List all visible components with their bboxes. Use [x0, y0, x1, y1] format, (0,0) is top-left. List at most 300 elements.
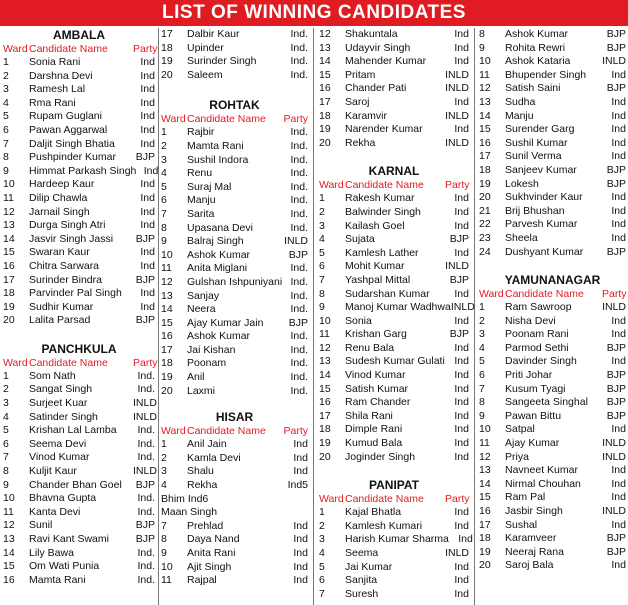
table-row — [161, 344, 308, 358]
table-row — [479, 491, 626, 505]
party-cell: Ind — [454, 246, 469, 259]
candidate-cell: Ravi Kant Swami — [29, 533, 109, 545]
ward-cell: 3 — [3, 397, 9, 410]
table-row — [161, 276, 308, 290]
table-row — [319, 410, 469, 424]
table-row — [161, 303, 308, 317]
ward-cell: 12 — [479, 450, 491, 463]
party-cell: Ind. — [290, 126, 308, 139]
ward-cell: 16 — [319, 82, 331, 95]
candidate-cell: Harish Kumar Sharma — [345, 533, 449, 546]
section-ambala — [3, 28, 159, 328]
header-party: Party — [283, 425, 308, 438]
table-row — [479, 150, 626, 164]
ward-cell: 11 — [3, 505, 14, 518]
ward-cell: 12 — [479, 82, 491, 95]
ward-cell: 24 — [479, 245, 491, 258]
party-cell: Ind — [611, 491, 626, 504]
candidate-cell: Sheela — [505, 231, 538, 244]
party-cell: Ind — [454, 123, 469, 136]
party-cell: Ind — [140, 69, 155, 82]
ward-cell: 15 — [3, 246, 15, 259]
table-row — [319, 383, 469, 397]
ward-cell: 1 — [3, 56, 9, 68]
ward-cell: 16 — [3, 259, 15, 272]
table-row — [319, 274, 469, 288]
section-karnal — [319, 164, 475, 464]
party-cell: Ind — [611, 150, 626, 163]
table-row — [479, 546, 626, 560]
ward-cell: 18 — [319, 423, 331, 436]
ward-cell: 10 — [479, 423, 491, 436]
table-row — [161, 181, 308, 195]
candidate-cell: Ashok Kataria — [505, 55, 571, 68]
party-cell: INLD — [602, 301, 626, 314]
candidate-cell: Kanta Devi — [29, 505, 81, 518]
candidate-cell: Navneet Kumar — [505, 464, 578, 477]
party-cell: Ind — [454, 192, 469, 205]
candidate-cell: Renu — [187, 167, 213, 180]
candidate-cell: Satish Kumar — [345, 382, 409, 395]
table-row — [479, 232, 626, 246]
table-row — [479, 328, 626, 342]
party-cell: INLD — [602, 55, 626, 68]
table-row — [161, 547, 308, 561]
ward-cell: 15 — [319, 382, 331, 395]
ward-cell: 9 — [3, 478, 9, 491]
candidate-cell: Sonia — [345, 314, 372, 327]
candidate-cell: Anita Rani — [187, 547, 236, 559]
candidate-cell: Sunil Verma — [505, 150, 562, 163]
section-rohtak — [161, 98, 308, 398]
ward-cell: 2 — [161, 139, 167, 152]
party-cell: BJP — [606, 245, 626, 258]
table-row — [161, 154, 308, 168]
ward-cell: 4 — [319, 233, 325, 246]
party-cell: Ind — [293, 560, 308, 573]
column-4 — [479, 28, 626, 605]
table-row — [3, 206, 155, 220]
candidate-cell: Shalu — [187, 465, 214, 478]
table-row — [479, 110, 626, 124]
table-row — [479, 69, 626, 83]
candidate-cell: Dalbir Kaur — [187, 28, 240, 40]
party-cell: Ind — [140, 110, 155, 123]
table-row — [161, 479, 308, 493]
table-body — [161, 28, 308, 82]
party-cell: Ind — [454, 355, 469, 368]
ward-cell: 7 — [161, 519, 167, 532]
ward-cell: 19 — [479, 177, 491, 190]
ward-cell: 12 — [319, 28, 331, 40]
party-cell: Ind — [611, 314, 626, 327]
candidate-cell: Nirmal Chouhan — [505, 477, 581, 490]
ward-cell: 18 — [3, 287, 15, 300]
candidate-cell: Balraj Singh — [187, 235, 244, 248]
candidate-cell: Shila Rani — [345, 409, 393, 422]
ward-cell: 6 — [3, 123, 9, 136]
candidate-cell: Renu Bala — [345, 341, 395, 354]
ward-cell: 6 — [3, 437, 9, 450]
candidate-cell: Daya Nand — [187, 533, 240, 546]
party-cell: Ind — [140, 178, 155, 191]
ward-cell: 2 — [3, 69, 9, 82]
table-row — [479, 396, 626, 410]
party-cell: Ind — [454, 205, 469, 218]
party-cell: Ind. — [290, 194, 308, 207]
party-cell: Ind — [454, 450, 469, 463]
table-row — [479, 301, 626, 315]
candidate-cell: Rma Rani — [29, 96, 76, 109]
candidate-cell: Jai Kishan — [187, 343, 236, 356]
table-body — [161, 520, 308, 588]
column-1 — [3, 28, 159, 605]
candidate-cell: Gulshan Ishpuniyani — [187, 275, 283, 288]
columns — [0, 28, 628, 605]
candidate-cell: Neera — [187, 303, 216, 316]
table-row — [3, 533, 155, 547]
table-row — [319, 137, 469, 151]
ward-cell: 19 — [161, 371, 173, 384]
table-row — [479, 28, 626, 42]
candidate-cell: Mamta Rani — [29, 573, 86, 586]
header-ward: Ward — [479, 288, 504, 301]
party-cell: Ind. — [290, 303, 308, 316]
table-row — [319, 301, 475, 315]
ward-cell: 14 — [479, 109, 491, 122]
page-title: LIST OF WINNING CANDIDATES — [162, 2, 466, 23]
candidate-cell: Suraj Mal — [187, 180, 232, 193]
candidate-cell: Surinder Singh — [187, 55, 257, 68]
candidate-cell: Udayvir Singh — [345, 41, 411, 54]
candidate-cell: Yashpal Mittal — [345, 273, 411, 286]
ward-cell: 1 — [161, 438, 167, 451]
candidate-cell: Ashok Kumar — [505, 28, 569, 40]
ward-cell: 8 — [3, 151, 9, 164]
table-row — [479, 42, 626, 56]
table-header — [479, 288, 626, 301]
candidate-cell: Sukhvinder Kaur — [505, 191, 583, 204]
table-header — [3, 356, 158, 370]
party-cell: Ind. — [290, 180, 308, 193]
party-cell: Ind. — [290, 167, 308, 180]
party-cell: BJP — [449, 328, 469, 341]
table-row — [479, 137, 626, 151]
ward-cell: 14 — [319, 369, 331, 382]
candidate-cell: Saleem — [187, 68, 223, 81]
party-cell: Ind — [611, 109, 626, 122]
ward-cell: 6 — [319, 574, 325, 587]
party-cell: Ind. — [137, 451, 155, 464]
party-cell: INLD — [602, 450, 626, 463]
ward-cell: 13 — [479, 95, 491, 108]
ward-cell: 16 — [319, 396, 331, 409]
table-body — [319, 506, 473, 601]
party-cell: Ind — [293, 438, 308, 451]
party-cell: Ind — [454, 519, 469, 532]
candidate-cell: Priti Johar — [505, 369, 553, 382]
table-row — [3, 451, 155, 465]
table-row — [3, 260, 155, 274]
candidate-cell: Manju — [505, 109, 534, 122]
ward-cell: 17 — [479, 150, 491, 163]
party-cell: Ind — [611, 136, 626, 149]
section-panipat — [319, 478, 473, 601]
ward-cell: 14 — [3, 232, 15, 245]
candidate-cell: Durga Singh Atri — [29, 219, 106, 232]
table-row — [319, 533, 473, 547]
candidate-cell: Parvesh Kumar — [505, 218, 578, 231]
table-row — [161, 520, 308, 534]
table-row — [3, 383, 155, 397]
party-cell: INLD — [133, 465, 157, 478]
party-cell: Ind — [140, 96, 155, 109]
party-cell: Ind. — [137, 424, 155, 437]
ward-cell: 15 — [479, 491, 491, 504]
party-cell: Ind — [454, 314, 469, 327]
table-row — [161, 262, 308, 276]
party-cell: Ind — [454, 574, 469, 587]
table-row — [319, 110, 469, 124]
ward-cell: 19 — [479, 545, 491, 558]
ward-cell: 11 — [319, 328, 330, 341]
candidate-cell: Satinder Singh — [29, 410, 98, 423]
party-cell: INLD — [602, 505, 626, 517]
party-cell: BJP — [449, 233, 469, 246]
party-cell: Ind — [143, 164, 159, 177]
party-cell: BJP — [606, 341, 626, 354]
header-ward: Ward — [3, 356, 28, 369]
table-row — [3, 274, 155, 288]
candidate-cell: Narender Kumar — [345, 123, 423, 136]
table-row — [3, 287, 155, 301]
party-cell: Ind. — [137, 546, 155, 559]
table-row — [3, 301, 155, 315]
ward-cell: 7 — [3, 451, 9, 464]
header-ward: Ward — [3, 43, 28, 55]
candidate-cell: Rakesh Kumar — [345, 192, 415, 205]
candidate-cell: Surinder Bindra — [29, 273, 102, 286]
candidate-cell: Upasana Devi — [187, 221, 253, 234]
candidate-cell: Nisha Devi — [505, 314, 556, 327]
table-row — [3, 465, 155, 479]
table-row — [319, 69, 469, 83]
candidate-cell: Ram Chander — [345, 396, 411, 409]
ward-cell: 4 — [161, 479, 167, 492]
candidate-cell: Dushyant Kumar — [505, 245, 584, 258]
ward-cell: 14 — [319, 55, 331, 68]
party-cell: Ind — [293, 547, 308, 559]
table-row — [479, 246, 626, 260]
table-row — [319, 437, 469, 451]
candidate-cell: Karamvir — [345, 109, 388, 122]
candidate-cell: Ajay Kumar Jain — [187, 316, 264, 329]
table-body — [3, 370, 155, 588]
header-ward: Ward — [161, 425, 186, 438]
ward-cell: 7 — [3, 137, 9, 150]
candidate-cell: Parvinder Pal Singh — [29, 287, 122, 300]
ward-cell: 23 — [479, 231, 491, 244]
table-row — [161, 574, 308, 588]
ward-cell: 1 — [479, 301, 485, 314]
table-row — [479, 355, 626, 369]
ward-cell: 18 — [161, 41, 173, 54]
party-cell: Ind — [454, 41, 469, 54]
table-row — [479, 205, 626, 219]
ward-cell: 20 — [479, 191, 491, 204]
ward-cell: 17 — [319, 95, 331, 108]
table-row — [161, 561, 308, 575]
party-cell: Ind — [611, 95, 626, 108]
party-cell: BJP — [606, 41, 626, 54]
ward-cell: 9 — [319, 301, 325, 314]
section-title: YAMUNANAGAR — [504, 273, 601, 288]
header-ward: Ward — [161, 113, 186, 126]
ward-cell: 7 — [161, 207, 167, 220]
table-body — [161, 438, 308, 492]
candidate-cell: Lokesh — [505, 177, 539, 190]
candidate-cell: Sudhir Kumar — [29, 300, 94, 313]
table-row — [319, 206, 469, 220]
party-cell: BJP — [288, 316, 308, 329]
candidate-cell: Mamta Rani — [187, 139, 244, 152]
ward-cell: 5 — [3, 424, 9, 437]
table-row — [161, 533, 308, 547]
party-cell: INLD — [445, 547, 469, 559]
candidate-cell: Jai Kumar — [345, 560, 393, 573]
party-cell: INLD — [445, 82, 469, 95]
party-cell: Ind — [293, 519, 308, 532]
candidate-cell: Sangeeta Singhal — [505, 396, 588, 409]
candidate-cell: Kusum Tyagi — [505, 382, 566, 395]
ward-cell: 20 — [479, 559, 491, 572]
table-row — [319, 315, 469, 329]
table-row — [319, 96, 469, 110]
party-cell: Ind — [293, 465, 308, 478]
party-cell: BJP — [135, 519, 155, 532]
table-row — [319, 588, 469, 602]
table-row — [319, 288, 469, 302]
ward-cell: 6 — [479, 369, 485, 382]
party-cell: INLD — [450, 301, 475, 314]
party-cell: Ind — [611, 464, 626, 477]
table-row — [319, 42, 469, 56]
section-panchkula — [3, 341, 158, 588]
ward-cell: 4 — [319, 547, 325, 559]
party-cell: Ind — [611, 204, 626, 217]
ward-cell: 18 — [319, 109, 331, 122]
table-row — [3, 479, 155, 493]
candidate-cell: Chander Bhan Goel — [29, 478, 122, 491]
party-cell: Ind. — [290, 221, 308, 234]
table-body — [3, 56, 159, 328]
candidate-cell: Poonam — [187, 357, 227, 370]
party-cell: Ind — [454, 287, 469, 300]
candidate-cell: Krishan Lal Lamba — [29, 424, 117, 437]
candidate-cell: Lily Bawa — [29, 546, 74, 559]
party-cell: Ind. — [137, 492, 155, 505]
candidate-cell: Ram Pal — [505, 491, 546, 504]
table-row — [161, 438, 308, 452]
ward-cell: 3 — [3, 83, 9, 96]
candidate-cell: Vinod Kumar — [29, 451, 90, 464]
candidate-cell: Vinod Kumar — [345, 369, 406, 382]
ward-cell: 18 — [479, 532, 491, 545]
table-row — [479, 410, 626, 424]
party-cell: Ind. — [137, 437, 155, 450]
ward-cell: 11 — [479, 437, 490, 450]
candidate-cell: Anil — [187, 371, 205, 384]
ward-cell: 16 — [161, 330, 173, 343]
party-cell: Ind — [140, 137, 155, 150]
ward-cell: 22 — [479, 218, 491, 231]
party-cell: Ind — [611, 423, 626, 436]
candidate-cell: Ram Sawroop — [505, 301, 572, 314]
party-cell: Ind. — [290, 289, 308, 302]
header-party: Party — [602, 288, 627, 301]
candidate-cell: Sangat Singh — [29, 383, 93, 396]
table-row — [479, 55, 626, 69]
candidate-cell: Manju — [187, 194, 216, 207]
table-row — [161, 371, 308, 385]
party-cell: Ind — [454, 560, 469, 573]
table-row — [3, 70, 155, 84]
party-cell: Ind — [293, 533, 308, 546]
ward-cell: 9 — [479, 41, 485, 54]
table-row — [319, 123, 469, 137]
ward-cell: 1 — [3, 369, 9, 382]
table-row — [319, 220, 469, 234]
header-ward: Ward — [319, 493, 344, 506]
party-cell: Ind — [454, 28, 469, 40]
ward-cell: 10 — [3, 492, 15, 505]
table-body — [161, 126, 308, 398]
party-cell: Ind — [140, 205, 155, 218]
ward-cell: 2 — [161, 451, 167, 464]
candidate-cell: Bhavna Gupta — [29, 492, 97, 505]
ward-cell: 19 — [161, 55, 173, 68]
candidate-cell: Ajit Singh — [187, 560, 232, 573]
ward-cell: 20 — [319, 136, 331, 149]
candidate-cell: Mohit Kumar — [345, 260, 405, 273]
party-cell: Ind — [454, 396, 469, 409]
ward-cell: 1 — [319, 192, 325, 205]
ward-cell: 14 — [479, 477, 491, 490]
candidate-cell: Dimple Rani — [345, 423, 403, 436]
table-row — [319, 260, 469, 274]
candidate-cell: Sushil Kumar — [505, 136, 568, 149]
table-row — [3, 547, 155, 561]
ward-cell: 10 — [479, 55, 491, 68]
table-row — [319, 28, 469, 42]
table-row — [479, 519, 626, 533]
candidate-cell: Satish Saini — [505, 82, 561, 95]
section-yamunanagar — [479, 273, 626, 573]
candidate-cell: Prehlad — [187, 519, 224, 532]
candidate-cell: Sarita — [187, 207, 215, 220]
table-row — [319, 451, 469, 465]
table-row — [319, 82, 469, 96]
candidate-cell: Som Nath — [29, 369, 76, 382]
ward-cell: 10 — [319, 314, 331, 327]
ward-cell: 13 — [479, 464, 491, 477]
table-row — [3, 506, 155, 520]
candidate-cell: Darshna Devi — [29, 69, 93, 82]
ward-cell: 5 — [3, 110, 9, 123]
ward-cell: 5 — [161, 180, 167, 193]
party-cell: Ind — [454, 437, 469, 450]
ward-cell: 7 — [319, 273, 325, 286]
